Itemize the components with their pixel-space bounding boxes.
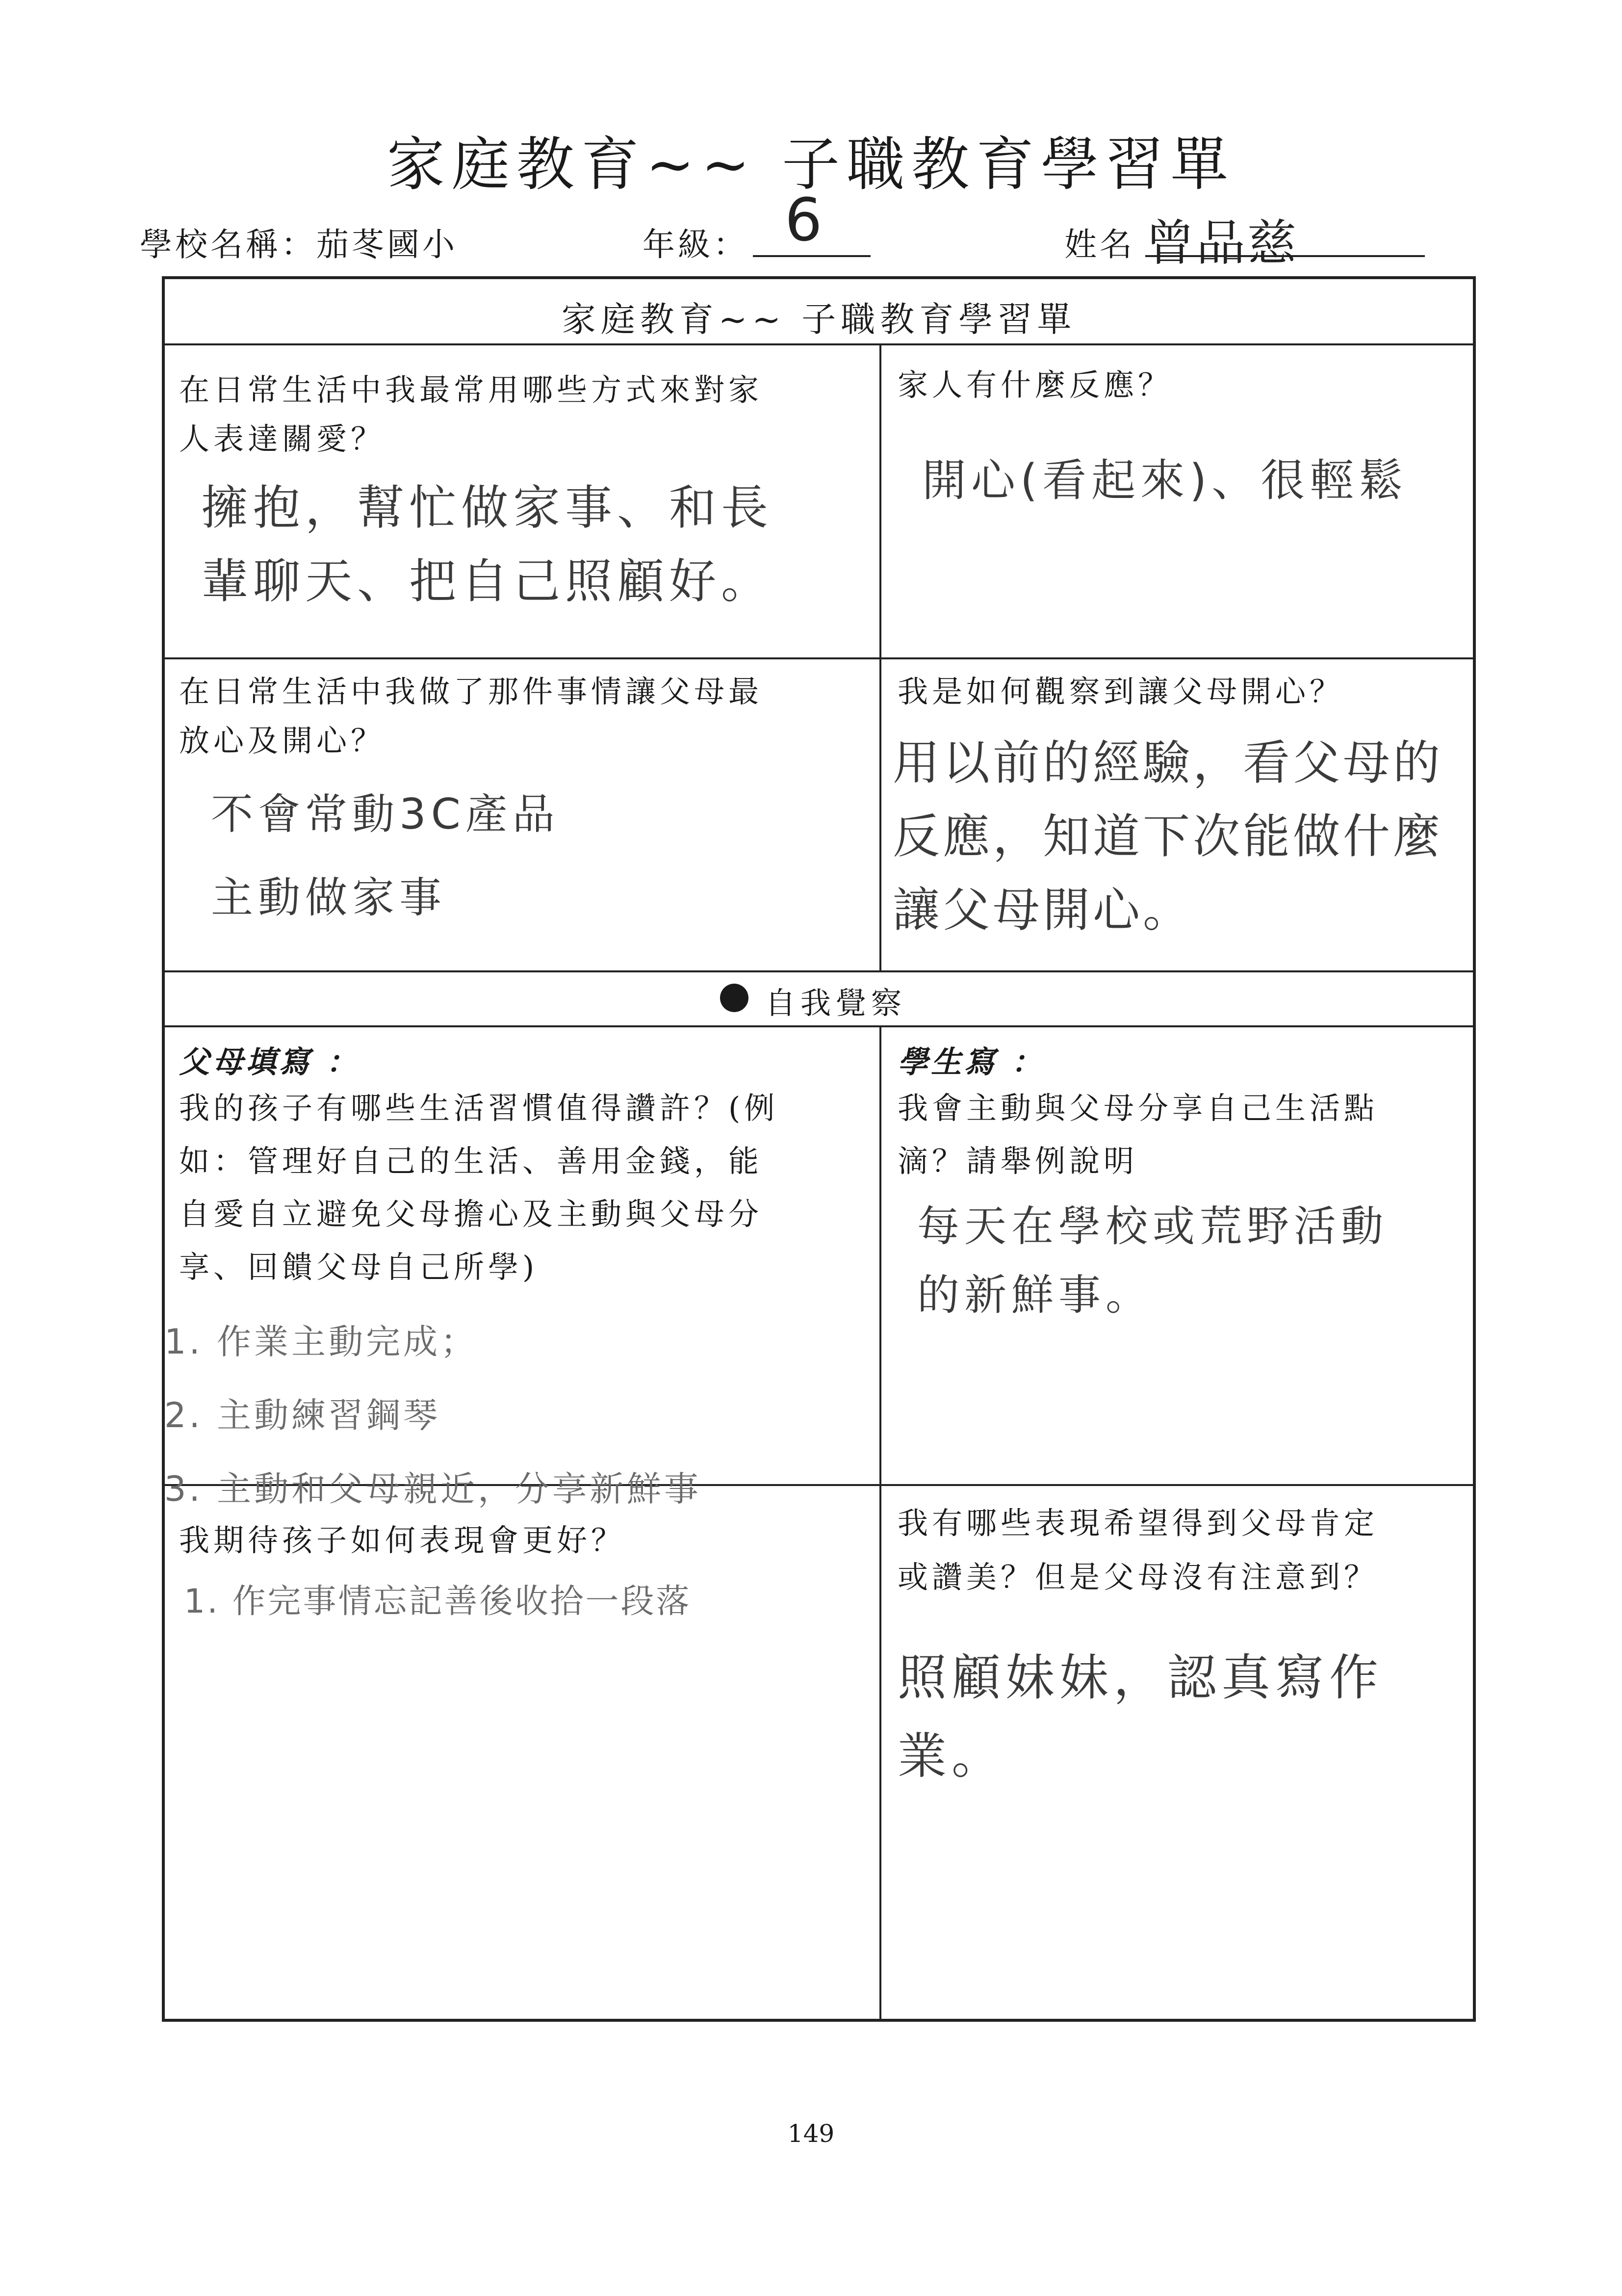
q8-prompt-line1: 我有哪些表現希望得到父母肯定 (898, 1505, 1379, 1541)
table-title: 家庭教育~~ 子職教育學習單 (561, 299, 1077, 339)
q3-prompt (179, 667, 866, 765)
col-divider-lower (879, 1025, 881, 2022)
q2-prompt: 家人有什麼反應？ (898, 367, 1173, 403)
student-prompt-line1: 我會主動與父母分享自己生活點 (898, 1090, 1379, 1126)
name-underline (1145, 255, 1425, 257)
student-prompt-line2: 滴？請舉例說明 (898, 1143, 1138, 1179)
student-answer (917, 1192, 1471, 1330)
section-label: 自我覺察 (765, 985, 907, 1021)
grade-label: 年級： (643, 226, 748, 263)
student-prompt (898, 1082, 1462, 1188)
school-label: 學校名稱：茄苳國小 (140, 226, 458, 263)
parent-prompt-line1: 我的孩子有哪些生活習慣值得讚許？(例 (179, 1090, 779, 1126)
q1-prompt-line2: 人表達關愛？ (179, 421, 386, 457)
row-divider-title (162, 343, 1476, 345)
parent-prompt-line2: 如：管理好自己的生活、善用金錢，能 (179, 1143, 763, 1179)
q7-prompt: 我期待孩子如何表現會更好？ (179, 1522, 626, 1558)
q4-answer-line3: 讓父母開心。 (893, 883, 1193, 938)
row-divider-1 (162, 657, 1476, 659)
col-divider-upper (879, 343, 881, 971)
student-answer-line1: 每天在學校或荒野活動 (917, 1202, 1388, 1251)
q1-answer-line2: 輩聊天、把自己照顧好。 (201, 554, 773, 609)
parent-answer (164, 1305, 875, 1526)
q4-answer-line2: 反應，知道下次能做什麼 (893, 809, 1443, 864)
q8-answer-line2: 業。 (898, 1727, 1005, 1785)
parent-prompt-line4: 享、回饋父母自己所學) (179, 1249, 539, 1285)
student-answer-line2: 的新鮮事。 (917, 1271, 1153, 1320)
q1-answer-line1: 擁抱，幫忙做家事、和長 (201, 480, 773, 535)
q8-answer (898, 1639, 1471, 1796)
q3-prompt-line2: 放心及開心？ (179, 723, 386, 758)
q3-answer-line1: 不會常動3C產品 (211, 790, 560, 839)
q3-answer (211, 773, 868, 939)
row-divider-section (162, 1025, 1476, 1027)
q4-answer-line1: 用以前的經驗，看父母的 (893, 735, 1443, 790)
page-title: 家庭教育~~ 子職教育學習單 (386, 130, 1236, 198)
row-divider-2 (162, 970, 1476, 972)
parent-prompt-line3: 自愛自立避免父母擔心及主動與父母分 (179, 1196, 763, 1232)
student-label: 學生寫 ： (898, 1044, 1045, 1080)
parent-answer-line3: 3. 主動和父母親近，分享新鮮事 (164, 1469, 702, 1509)
q8-prompt-line2: 或讚美？但是父母沒有注意到？ (898, 1559, 1379, 1595)
page-number: 149 (787, 2119, 835, 2148)
grade-value: 6 (785, 186, 823, 255)
grade-underline (753, 255, 871, 257)
parent-prompt (179, 1082, 875, 1294)
q8-prompt (898, 1496, 1462, 1604)
parent-label: 父母填寫 ： (179, 1044, 360, 1080)
q1-answer (201, 471, 878, 618)
q8-answer-line1: 照顧妹妹，認真寫作 (898, 1649, 1383, 1706)
q3-prompt-line1: 在日常生活中我做了那件事情讓父母最 (179, 674, 763, 709)
q1-prompt (179, 365, 866, 464)
q4-answer (893, 726, 1471, 947)
parent-answer-line1: 1. 作業主動完成； (164, 1322, 478, 1362)
name-value: 曾品慈 (1145, 214, 1298, 272)
q3-answer-line2: 主動做家事 (211, 873, 446, 922)
q1-prompt-line1: 在日常生活中我最常用哪些方式來對家 (179, 372, 763, 408)
q2-answer: 開心(看起來)、很輕鬆 (922, 455, 1408, 506)
q7-answer: 1. 作完事情忘記善後收拾一段落 (184, 1582, 692, 1621)
bullet-icon (720, 984, 748, 1012)
name-label: 姓名 (1064, 226, 1135, 263)
q4-prompt: 我是如何觀察到讓父母開心？ (898, 674, 1344, 709)
parent-answer-line2: 2. 主動練習鋼琴 (164, 1395, 441, 1435)
